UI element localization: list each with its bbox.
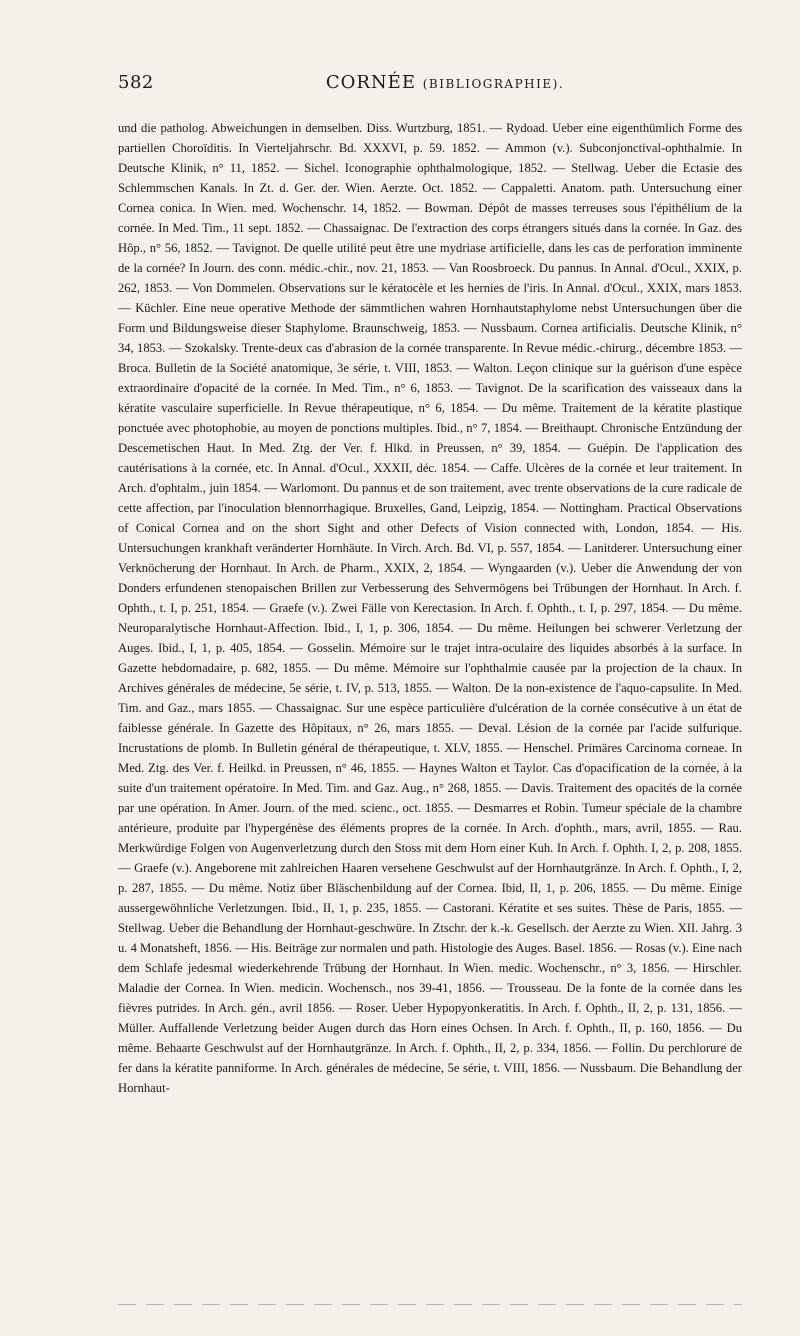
- running-head-subtitle: (BIBLIOGRAPHIE).: [422, 77, 565, 91]
- bibliography-paragraph: und die patholog. Abweichungen in demselben. Diss. Wurtzburg, 1851. — Rydoad. Ueber eine eigenthümlich Forme des partiellen Choroïditis. In Vierteljahrschr. Bd. XXXVI, p. 59. 1852. — Ammon (v.). Subconjonctival-ophthalmie. In Deutsche Klinik, n° 11, 1852. — Sichel. Iconographie ophthalmologique, 1852. — Stellwag. Ueber die Ectasie des Schlemmschen Kanals. In Zt. d. Ger. der. Wien. Aerzte. Oct. 1852. — Cappaletti. Anatom. path. Untersuchung einer Cornea conica. In Wien. med. Wochenschr. 14, 1852. — Bowman. Dépôt de masses terreuses sous l'épithélium de la cornée. In Med. Tim., 11 sept. 1852. — Chassaignac. De l'extraction des corps étrangers situés dans la cornée. In Gaz. des Hôp., n° 56, 1852. — Tavignot. De quelle utilité peut être une mydriase artificielle, dans les cas de perforation imminente de la cornée? In Journ. des conn. médic.-chir., nov. 21, 1853. — Van Roosbroeck. Du pannus. In Annal. d'Ocul., XXIX, p. 262, 1853. — Von Dommelen. Observations sur le kératocèle et les hernies de l'iris. In Annal. d'Ocul., XXIX, mars 1853. — Küchler. Eine neue operative Methode der sämmtlichen wahren Hornhautstaphylome nebst Untersuchungen über die Form und Bildungsweise dieser Staphylome. Braunschweig, 1853. — Nussbaum. Cornea artificialis. Deutsche Klinik, n° 34, 1853. — Szokalsky. Trente-deux cas d'abrasion de la cornée transparente. In Revue médic.-chirurg., décembre 1853. — Broca. Bulletin de la Société anatomique, 3e série, t. VIII, 1853. — Walton. Leçon clinique sur la guérison d'une espèce extraordinaire d'opacité de la cornée. In Med. Tim., n° 6, 1853. — Tavignot. De la scarification des vaisseaux dans la kératite vasculaire superficielle. In Revue thérapeutique, n° 6, 1854. — Du même. Traitement de la kératite plastique ponctuée avec photophobie, au moyen de ponctions multiples. Ibid., n° 7, 1854. — Breithaupt. Chronische Entzündung der Descemetischen Haut. In Med. Ztg. der Ver. f. Hlkd. in Preussen, n° 39, 1854. — Guépin. De l'application des cautérisations à la cornée, etc. In Annal. d'Ocul., XXXII, déc. 1854. — Caffe. Ulcères de la cornée et leur traitement. In Arch. d'ophtalm., juin 1854. — Warlomont. Du pannus et de son traitement, avec trente observations de la cure radicale de cette affection, par l'inoculation blennorrhagique. Bruxelles, Gand, Leipzig, 1854. — Nottingham. Practical Observations of Conical Cornea and on the short Sight and other Defects of Vision connected with, London, 1854. — His. Untersuchungen krankhaft veränderter Hornhäute. In Virch. Arch. Bd. VI, p. 557, 1854. — Lanitderer. Untersuchung einer Verknöcherung der Hornhaut. In Arch. de Pharm., XXIX, 2, 1854. — Wyngaarden (v.). Ueber die Anwendung der von Donders erfundenen stenopaischen Brillen zur Verbesserung des Sehvermögens bei Trübungen der Hornhaut. In Arch. f. Ophth., t. I, p. 251, 1854. — Graefe (v.). Zwei Fälle von Kerectasion. In Arch. f. Ophth., t. I, p. 297, 1854. — Du même. Neuroparalytische Hornhaut-Affection. Ibid., I, 1, p. 306, 1854. — Du même. Heilungen bei schwerer Verletzung der Auges. Ibid., I, 1, p. 405, 1854. — Gosselin. Mémoire sur le trajet intra-oculaire des liquides absorbés à la surface. In Gazette hebdomadaire, p. 682, 1855. — Du même. Mémoire sur l'ophthalmie causée par la projection de la chaux. In Archives générales de médecine, 5e série, t. IV, p. 513, 1855. — Walton. De la non-existence de l'aquo-capsulite. In Med. Tim. and Gaz., mars 1855. — Chassaignac. Sur une espèce particulière d'ulcération de la cornée consécutive à un état de faiblesse générale. In Gazette des Hôpitaux, n° 26, mars 1855. — Deval. Lésion de la cornée par l'acide sulfurique. Incrustations de plomb. In Bulletin général de thérapeutique, t. XLV, 1855. — Henschel. Primäres Carcinoma corneae. In Med. Ztg. des Ver. f. Heilkd. in Preussen, n° 46, 1855. — Haynes Walton et Taylor. Cas d'opacification de la cornée, à la suite d'un traitement opératoire. In Med. Tim. and Gaz. Aug., n° 268, 1855. — Davis. Traitement des opacités de la cornée par une opération. In Amer. Journ. of the med. scienc., oct. 1855. — Desmarres et Robin. Tumeur spéciale de la chambre antérieure, produite par l'hypergénèse des éléments propres de la cornée. In Arch. d'ophth., mars, avril, 1855. — Rau. Merkwürdige Folgen von Augenverletzung durch den Stoss mit dem Horn einer Kuh. In Arch. f. Ophth. I, 2, p. 208, 1855. — Graefe (v.). Angeborene mit zahlreichen Haaren versehene Geschwulst auf der Hornhautgränze. In Arch. f. Ophth., I, 2, p. 287, 1855. — Du même. Notiz über Bläschenbildung auf der Cornea. Ibid, II, 1, p. 206, 1855. — Du même. Einige aussergewöhnliche Verletzungen. Ibid., II, 1, p. 235, 1855. — Castorani. Kératite et ses suites. Thèse de Paris, 1855. — Stellwag. Ueber die Behandlung der Hornhaut-geschwüre. In Ztschr. der k.-k. Gesellsch. der Aerzte zu Wien. XII. Jahrg. 3 u. 4 Monatsheft, 1856. — His. Beiträge zur normalen und path. Histologie des Auges. Basel. 1856. — Rosas (v.). Eine nach dem Schlafe jedesmal wiederkehrende Trübung der Hornhaut. In Wien. medic. Wochenschr., n° 3, 1856. — Hirschler. Maladie der Cornea. In Wien. medicin. Wochensch., nos 39-41, 1856. — Trousseau. De la fonte de la cornée dans les fièvres putrides. In Arch. gén., avril 1856. — Roser. Ueber Hypopyonkeratitis. In Arch. f. Ophth., II, 2, p. 131, 1856. — Müller. Auffallende Verletzung beider Augen durch das Horn eines Ochsen. In Arch. f. Ophth., II, p. 160, 1856. — Du même. Behaarte Geschwulst auf der Hornhautgränze. In Arch. f. Ophth., II, 2, p. 334, 1856. — Follin. Du perchlorure de fer dans la kératite panniforme. In Arch. générales de médecine, 5e série, t. VIII, 1856. — Nussbaum. Die Behandlung der Hornhaut-: [118, 121, 742, 1095]
- running-head: [238, 72, 742, 93]
- page-number: 582: [118, 72, 154, 93]
- page-header: [118, 72, 742, 112]
- running-head-title: CORNÉE: [325, 72, 416, 93]
- bibliography-text: [118, 118, 742, 1098]
- footer-rule: [118, 1304, 742, 1305]
